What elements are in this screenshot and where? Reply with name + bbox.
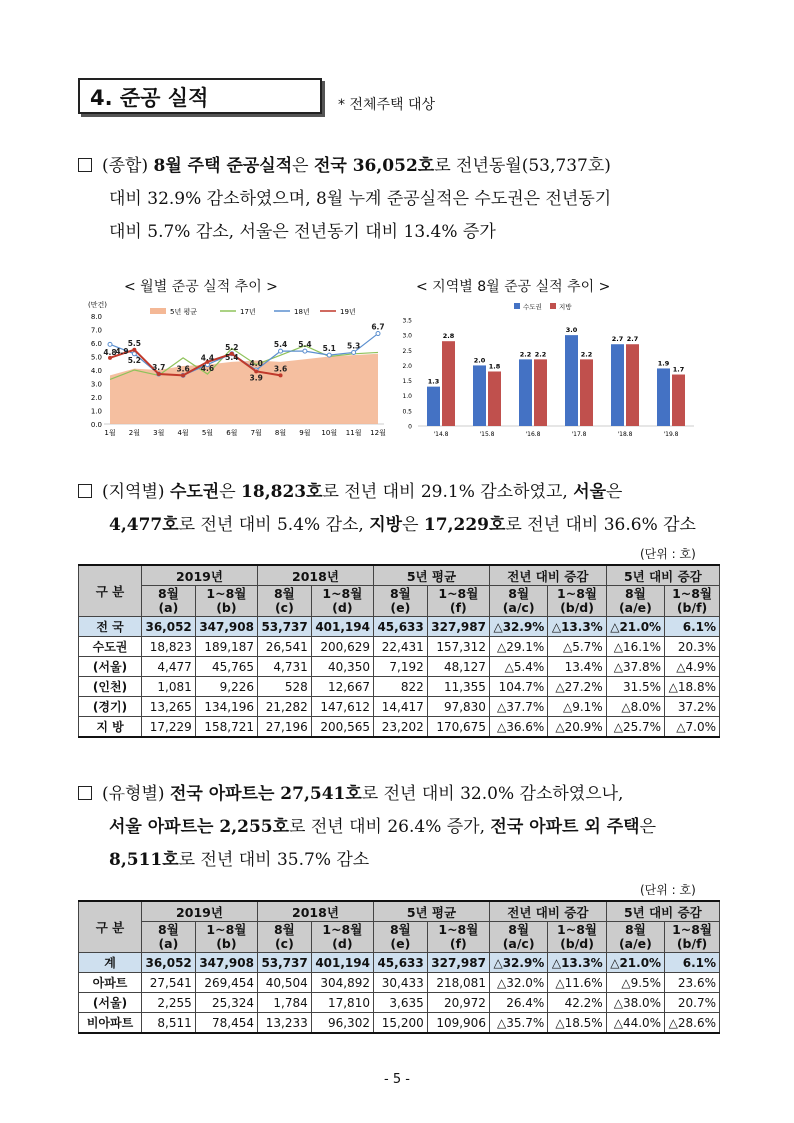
data-label: 5.1 bbox=[322, 344, 336, 354]
table-cell: 20,972 bbox=[427, 993, 489, 1013]
table-cell: △36.6% bbox=[489, 717, 547, 738]
table-cell: 218,081 bbox=[427, 973, 489, 993]
section-title: 4. 준공 실적 bbox=[78, 78, 322, 114]
x-tick-label: 5월 bbox=[201, 429, 214, 437]
y-tick-label: 2.5 bbox=[402, 347, 412, 355]
table-cell: 18,823 bbox=[142, 637, 196, 657]
regional-table bbox=[78, 564, 720, 738]
subheader-cell: 1~8월 (f) bbox=[427, 586, 489, 617]
table-cell: 25,324 bbox=[195, 993, 257, 1013]
bar-local bbox=[442, 341, 455, 426]
point-y18 bbox=[279, 349, 283, 353]
table-cell: 200,565 bbox=[311, 717, 373, 738]
data-label: 4.9 bbox=[115, 346, 129, 356]
y-tick-label: 7.0 bbox=[90, 326, 102, 335]
table-cell: 17,229 bbox=[142, 717, 196, 738]
y-tick-label: 0 bbox=[408, 423, 412, 431]
header-2019: 2019년 bbox=[142, 565, 258, 586]
table-cell: 96,302 bbox=[311, 1013, 373, 1034]
row-label: (경기) bbox=[79, 697, 142, 717]
page-number: - 5 - bbox=[384, 1072, 410, 1087]
data-label: 5.4 bbox=[225, 353, 239, 363]
table-cell: 157,312 bbox=[427, 637, 489, 657]
subheader-cell: 1~8월 (f) bbox=[427, 922, 489, 953]
y-tick-label: 3.5 bbox=[402, 317, 412, 325]
data-label: 4.6 bbox=[200, 363, 215, 373]
bar-local bbox=[626, 344, 639, 426]
table-cell: 13.4% bbox=[548, 657, 606, 677]
table-cell: 23.6% bbox=[665, 973, 720, 993]
data-label: 2.8 bbox=[442, 332, 455, 341]
subheader-cell: 1~8월 (b/f) bbox=[665, 922, 720, 953]
table-cell: 78,454 bbox=[195, 1013, 257, 1034]
y-tick-label: 2.0 bbox=[90, 394, 102, 402]
table-cell: 42.2% bbox=[548, 993, 606, 1013]
paragraph-type: (유형별) 전국 아파트는 27,541호로 전년 대비 32.0% 감소하였으나, 서울 아파트는 2,255호로 전년 대비 26.4% 증가, 전국 아파트 외 주택은 8,511호로 전년 대비 35.7% 감소 bbox=[78, 778, 726, 877]
row-label: 지 방 bbox=[79, 717, 142, 738]
point-y19 bbox=[279, 373, 283, 377]
data-label: 4.0 bbox=[249, 359, 263, 368]
table-cell: △8.0% bbox=[606, 697, 664, 717]
table-cell: △37.8% bbox=[606, 657, 664, 677]
bar-capital bbox=[657, 368, 670, 426]
x-tick-label: 10월 bbox=[321, 429, 338, 437]
table-cell: 53,737 bbox=[257, 953, 311, 973]
header-yoy: 전년 대비 증감 bbox=[489, 565, 606, 586]
table-cell: △13.3% bbox=[548, 617, 606, 637]
row-label: 계 bbox=[79, 953, 142, 973]
table-cell: 158,721 bbox=[195, 717, 257, 738]
data-label: 4.8 bbox=[103, 348, 117, 358]
table-row bbox=[79, 1013, 720, 1034]
chart1-unit-label: (만건) bbox=[88, 301, 107, 309]
table-cell: 2,255 bbox=[142, 993, 196, 1013]
table-cell: 40,350 bbox=[311, 657, 373, 677]
row-label: (인천) bbox=[79, 677, 142, 697]
data-label: 1.9 bbox=[657, 359, 670, 368]
y-tick-label: 4.0 bbox=[90, 367, 102, 375]
data-label: 1.3 bbox=[427, 377, 440, 386]
table-cell: △25.7% bbox=[606, 717, 664, 738]
point-y18 bbox=[303, 349, 307, 353]
table-cell: 53,737 bbox=[257, 617, 311, 637]
x-tick-label: '19.8 bbox=[663, 431, 679, 438]
table-cell: 23,202 bbox=[373, 717, 427, 738]
table-cell: △32.9% bbox=[489, 617, 547, 637]
table-cell: 170,675 bbox=[427, 717, 489, 738]
subheader-cell: 8월 (a/c) bbox=[489, 586, 547, 617]
table-cell: 9,226 bbox=[195, 677, 257, 697]
x-tick-label: 11월 bbox=[345, 429, 362, 437]
y-tick-label: 5.0 bbox=[90, 353, 102, 362]
subheader-cell: 8월 (e) bbox=[373, 586, 427, 617]
table-cell: 7,192 bbox=[373, 657, 427, 677]
table-cell: 104.7% bbox=[489, 677, 547, 697]
table-cell: 15,200 bbox=[373, 1013, 427, 1034]
section-note: * 전체주택 대상 bbox=[338, 97, 436, 113]
table-cell: 17,810 bbox=[311, 993, 373, 1013]
y-tick-label: 3.0 bbox=[402, 332, 412, 340]
paragraph-regional: (지역별) 수도권은 18,823호로 전년 대비 29.1% 감소하였고, 서울은 4,477호로 전년 대비 5.4% 감소, 지방은 17,229호로 전년 대비 36.6% 감소 bbox=[78, 476, 726, 542]
legend-label: 지방 bbox=[559, 303, 572, 311]
table-cell: 347,908 bbox=[195, 617, 257, 637]
y-tick-label: 1.5 bbox=[402, 378, 412, 386]
table-cell: 4,477 bbox=[142, 657, 196, 677]
data-label: 2.2 bbox=[534, 350, 547, 359]
checkbox-bullet bbox=[78, 158, 92, 172]
point-y19 bbox=[181, 373, 185, 377]
table-row bbox=[79, 717, 720, 738]
point-y18 bbox=[108, 342, 112, 346]
table-cell: 822 bbox=[373, 677, 427, 697]
data-label: 6.7 bbox=[371, 322, 385, 332]
table-cell: 14,417 bbox=[373, 697, 427, 717]
table-cell: △27.2% bbox=[548, 677, 606, 697]
table-cell: △38.0% bbox=[606, 993, 664, 1013]
data-label: 2.7 bbox=[611, 335, 624, 344]
data-label: 3.6 bbox=[176, 364, 190, 374]
data-label: 5.4 bbox=[273, 340, 288, 350]
row-label: 수도권 bbox=[79, 637, 142, 657]
table-cell: △32.0% bbox=[489, 973, 547, 993]
table-cell: 45,765 bbox=[195, 657, 257, 677]
y-tick-label: 1.0 bbox=[402, 393, 412, 401]
subheader-cell: 1~8월 (b/f) bbox=[665, 586, 720, 617]
data-label: 5.4 bbox=[298, 340, 312, 350]
data-label: 1.7 bbox=[672, 365, 685, 374]
point-y18 bbox=[327, 353, 331, 357]
bar-capital bbox=[473, 365, 486, 426]
bar-local bbox=[488, 371, 501, 426]
table-cell: △20.9% bbox=[548, 717, 606, 738]
subheader-cell: 8월 (a/c) bbox=[489, 922, 547, 953]
y-tick-label: 0.0 bbox=[90, 421, 102, 429]
legend-label: 18년 bbox=[294, 308, 310, 316]
data-label: 3.9 bbox=[249, 373, 263, 383]
table-cell: 6.1% bbox=[665, 953, 720, 973]
y-tick-label: 1.0 bbox=[90, 407, 102, 416]
table-cell: △32.9% bbox=[489, 953, 547, 973]
chart-monthly-title: < 월별 준공 실적 추이 > bbox=[124, 279, 278, 295]
table-cell: △13.3% bbox=[548, 953, 606, 973]
table-cell: △21.0% bbox=[606, 617, 664, 637]
point-y19 bbox=[157, 372, 161, 376]
table-cell: 45,633 bbox=[373, 617, 427, 637]
x-tick-label: 3월 bbox=[153, 429, 165, 437]
table-cell: 11,355 bbox=[427, 677, 489, 697]
table-cell: 21,282 bbox=[257, 697, 311, 717]
table-cell: 327,987 bbox=[427, 953, 489, 973]
bar-capital bbox=[565, 335, 578, 426]
table-cell: 3,635 bbox=[373, 993, 427, 1013]
subheader-cell: 8월 (c) bbox=[257, 922, 311, 953]
bar-local bbox=[534, 359, 547, 426]
table1-unit: (단위 : 호) bbox=[640, 547, 696, 561]
header-avg5: 5년 평균 bbox=[373, 565, 489, 586]
table-row bbox=[79, 697, 720, 717]
legend-swatch bbox=[514, 303, 520, 309]
legend-label: 17년 bbox=[240, 308, 256, 316]
table-cell: 6.1% bbox=[665, 617, 720, 637]
bar-capital bbox=[519, 359, 532, 426]
table-cell: △29.1% bbox=[489, 637, 547, 657]
x-tick-label: 9월 bbox=[299, 429, 311, 437]
bar-local bbox=[580, 359, 593, 426]
table-cell: △11.6% bbox=[548, 973, 606, 993]
table2-unit: (단위 : 호) bbox=[640, 883, 696, 897]
table-cell: △4.9% bbox=[665, 657, 720, 677]
checkbox-bullet bbox=[78, 786, 92, 800]
table-cell: 347,908 bbox=[195, 953, 257, 973]
header-yoy: 전년 대비 증감 bbox=[489, 901, 606, 922]
data-label: 5.2 bbox=[127, 355, 142, 365]
table-cell: 31.5% bbox=[606, 677, 664, 697]
table-cell: 12,667 bbox=[311, 677, 373, 697]
table-row bbox=[79, 973, 720, 993]
table-row bbox=[79, 637, 720, 657]
subheader-cell: 8월 (e) bbox=[373, 922, 427, 953]
bar-capital bbox=[611, 344, 624, 426]
row-label: 아파트 bbox=[79, 973, 142, 993]
table-cell: △21.0% bbox=[606, 953, 664, 973]
header-2019: 2019년 bbox=[142, 901, 258, 922]
table-cell: 134,196 bbox=[195, 697, 257, 717]
table-cell: 147,612 bbox=[311, 697, 373, 717]
table-cell: 1,081 bbox=[142, 677, 196, 697]
subheader-cell: 1~8월 (b) bbox=[195, 922, 257, 953]
x-tick-label: 6월 bbox=[226, 429, 238, 437]
y-tick-label: 8.0 bbox=[90, 313, 102, 321]
paragraph-summary: (종합) 8월 주택 준공실적은 전국 36,052호로 전년동월(53,737호) 대비 32.9% 감소하였으며, 8월 누계 준공실적은 수도권은 전년동기 대비 5.7% 감소, 서울은 전년동기 대비 13.4% 증가 bbox=[78, 150, 726, 249]
checkbox-bullet bbox=[78, 484, 92, 498]
row-label: 비아파트 bbox=[79, 1013, 142, 1034]
table-cell: 200,629 bbox=[311, 637, 373, 657]
table-cell: 13,265 bbox=[142, 697, 196, 717]
table-cell: △5.4% bbox=[489, 657, 547, 677]
subheader-cell: 8월 (a/e) bbox=[606, 922, 664, 953]
table-cell: △9.1% bbox=[548, 697, 606, 717]
x-tick-label: '15.8 bbox=[479, 431, 495, 438]
type-table bbox=[78, 900, 720, 1034]
subheader-cell: 1~8월 (b) bbox=[195, 586, 257, 617]
header-2018: 2018년 bbox=[257, 901, 373, 922]
y-tick-label: 2.0 bbox=[402, 362, 412, 370]
table-cell: 26.4% bbox=[489, 993, 547, 1013]
header-gubun: 구 분 bbox=[79, 565, 142, 617]
data-label: 2.2 bbox=[519, 350, 532, 359]
header-vs5: 5년 대비 증감 bbox=[606, 901, 719, 922]
x-tick-label: '17.8 bbox=[571, 431, 587, 438]
table-cell: 109,906 bbox=[427, 1013, 489, 1034]
data-label: 2.7 bbox=[626, 335, 639, 344]
data-label: 5.2 bbox=[225, 342, 239, 352]
regional-completion-chart bbox=[398, 298, 698, 440]
subheader-cell: 8월 (a) bbox=[142, 586, 196, 617]
table-cell: 40,504 bbox=[257, 973, 311, 993]
table-cell: 401,194 bbox=[311, 953, 373, 973]
table-cell: △18.5% bbox=[548, 1013, 606, 1034]
table-cell: 1,784 bbox=[257, 993, 311, 1013]
data-label: 1.8 bbox=[488, 362, 501, 371]
bar-capital bbox=[427, 387, 440, 426]
table-row bbox=[79, 677, 720, 697]
monthly-completion-chart bbox=[80, 298, 390, 444]
legend-label: 5년 평균 bbox=[170, 308, 197, 316]
x-tick-label: 4월 bbox=[177, 429, 189, 437]
legend-swatch bbox=[150, 308, 166, 314]
header-avg5: 5년 평균 bbox=[373, 901, 489, 922]
table-cell: 27,541 bbox=[142, 973, 196, 993]
chart-regional-title: < 지역별 8월 준공 실적 추이 > bbox=[416, 279, 611, 295]
data-label: 3.0 bbox=[565, 326, 578, 335]
subheader-cell: 8월 (a/e) bbox=[606, 586, 664, 617]
table-cell: △35.7% bbox=[489, 1013, 547, 1034]
x-tick-label: 12월 bbox=[370, 429, 386, 437]
header-2018: 2018년 bbox=[257, 565, 373, 586]
table-cell: 327,987 bbox=[427, 617, 489, 637]
table-cell: 45,633 bbox=[373, 953, 427, 973]
table-cell: △16.1% bbox=[606, 637, 664, 657]
subheader-cell: 8월 (a) bbox=[142, 922, 196, 953]
point-y18 bbox=[352, 350, 356, 354]
x-tick-label: 7월 bbox=[250, 429, 262, 437]
subheader-cell: 1~8월 (d) bbox=[311, 586, 373, 617]
table-row bbox=[79, 953, 720, 973]
data-label: 4.4 bbox=[200, 353, 215, 363]
table-cell: 36,052 bbox=[142, 617, 196, 637]
table-cell: △28.6% bbox=[665, 1013, 720, 1034]
x-tick-label: '16.8 bbox=[525, 431, 541, 438]
row-label: 전 국 bbox=[79, 617, 142, 637]
legend-swatch bbox=[550, 303, 556, 309]
point-y18 bbox=[376, 332, 380, 336]
data-label: 2.0 bbox=[473, 356, 486, 365]
table-cell: 20.3% bbox=[665, 637, 720, 657]
point-y19 bbox=[132, 348, 136, 352]
table-cell: △44.0% bbox=[606, 1013, 664, 1034]
table-cell: 401,194 bbox=[311, 617, 373, 637]
table-cell: 26,541 bbox=[257, 637, 311, 657]
table-cell: 27,196 bbox=[257, 717, 311, 738]
table-cell: △18.8% bbox=[665, 677, 720, 697]
y-tick-label: 3.0 bbox=[90, 380, 102, 389]
data-label: 2.2 bbox=[580, 350, 593, 359]
table-cell: 528 bbox=[257, 677, 311, 697]
row-label: (서울) bbox=[79, 993, 142, 1013]
subheader-cell: 1~8월 (d) bbox=[311, 922, 373, 953]
table-cell: 13,233 bbox=[257, 1013, 311, 1034]
legend-label: 19년 bbox=[340, 308, 356, 316]
table-row bbox=[79, 617, 720, 637]
table-cell: △9.5% bbox=[606, 973, 664, 993]
data-label: 3.6 bbox=[273, 364, 288, 374]
data-label: 5.5 bbox=[127, 338, 142, 348]
table-cell: 304,892 bbox=[311, 973, 373, 993]
subheader-cell: 1~8월 (b/d) bbox=[548, 586, 606, 617]
table-cell: △37.7% bbox=[489, 697, 547, 717]
y-tick-label: 6.0 bbox=[90, 340, 102, 348]
table-cell: 189,187 bbox=[195, 637, 257, 657]
bar-local bbox=[672, 375, 685, 426]
table-cell: △7.0% bbox=[665, 717, 720, 738]
table-cell: △5.7% bbox=[548, 637, 606, 657]
table-cell: 269,454 bbox=[195, 973, 257, 993]
table-cell: 48,127 bbox=[427, 657, 489, 677]
data-label: 5.3 bbox=[346, 341, 361, 351]
table-cell: 22,431 bbox=[373, 637, 427, 657]
x-tick-label: 2월 bbox=[128, 429, 140, 437]
table-cell: 20.7% bbox=[665, 993, 720, 1013]
legend-label: 수도권 bbox=[523, 303, 542, 311]
x-tick-label: '14.8 bbox=[433, 431, 449, 438]
table-cell: 8,511 bbox=[142, 1013, 196, 1034]
table-cell: 4,731 bbox=[257, 657, 311, 677]
row-label: (서울) bbox=[79, 657, 142, 677]
header-gubun: 구 분 bbox=[79, 901, 142, 953]
table-cell: 36,052 bbox=[142, 953, 196, 973]
x-tick-label: 8월 bbox=[274, 429, 287, 437]
header-vs5: 5년 대비 증감 bbox=[606, 565, 719, 586]
table-cell: 97,830 bbox=[427, 697, 489, 717]
data-label: 3.7 bbox=[152, 363, 166, 373]
subheader-cell: 8월 (c) bbox=[257, 586, 311, 617]
x-tick-label: 1월 bbox=[104, 429, 116, 437]
subheader-cell: 1~8월 (b/d) bbox=[548, 922, 606, 953]
table-cell: 30,433 bbox=[373, 973, 427, 993]
y-tick-label: 0.5 bbox=[402, 408, 412, 416]
table-row bbox=[79, 657, 720, 677]
x-tick-label: '18.8 bbox=[617, 431, 633, 438]
table-cell: 37.2% bbox=[665, 697, 720, 717]
table-row bbox=[79, 993, 720, 1013]
